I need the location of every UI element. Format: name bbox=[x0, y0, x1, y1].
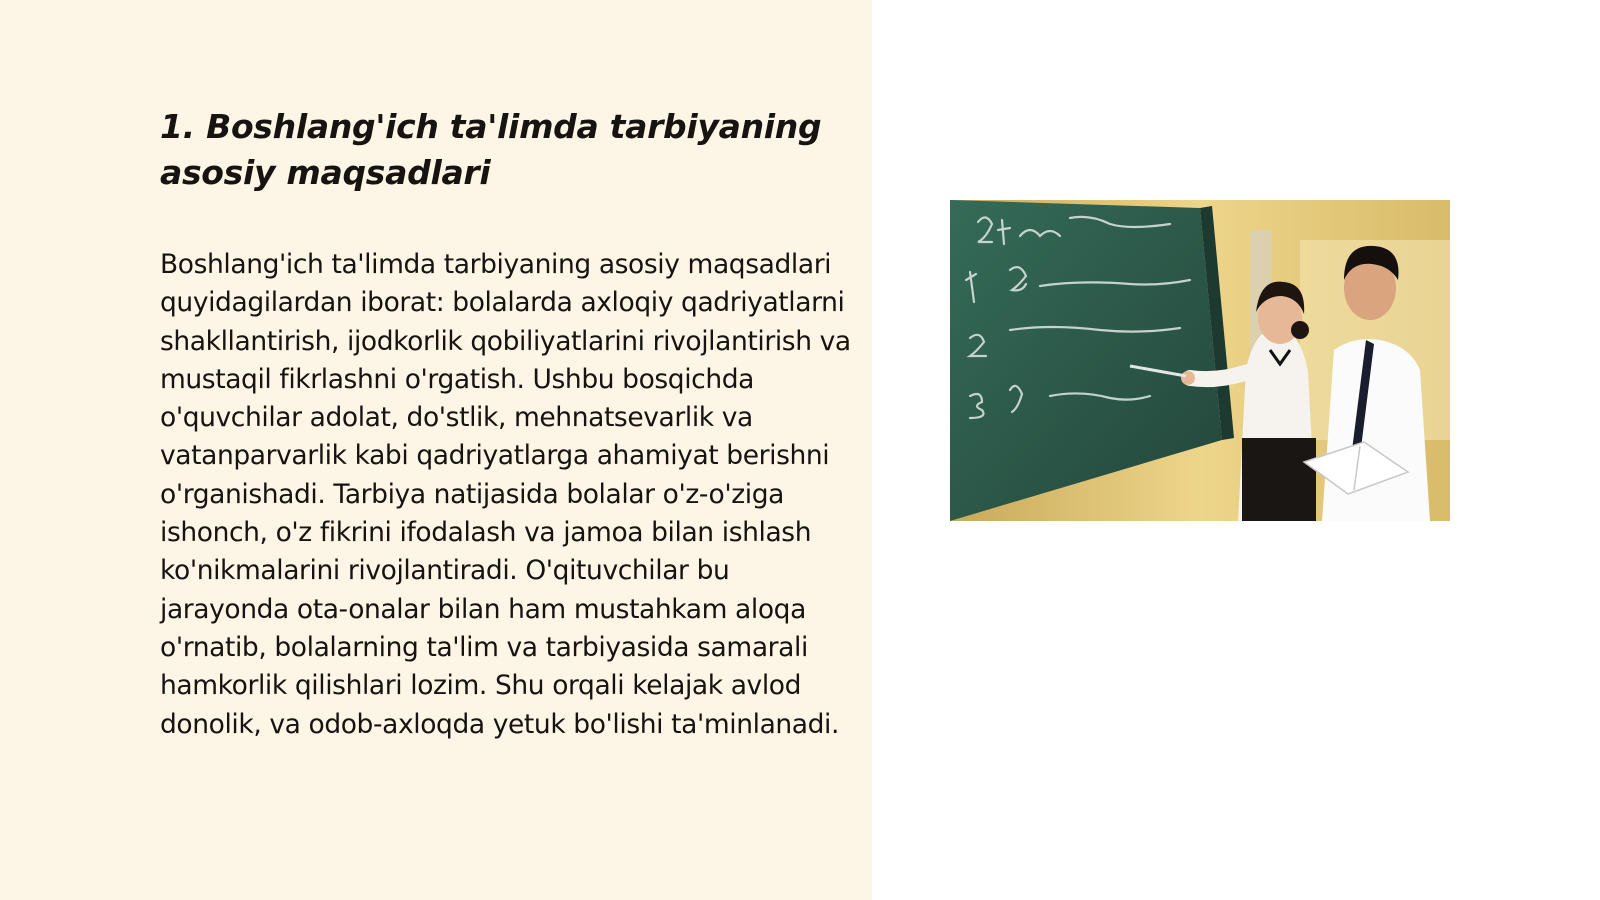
classroom-photo bbox=[950, 200, 1450, 521]
slide-title: 1. Boshlang'ich ta'limda tarbiyaning asosiy maqsadlari bbox=[160, 107, 822, 192]
slide-body-text: Boshlang'ich ta'limda tarbiyaning asosiy maqsadlari quyidagilardan iborat: bolalarda axloqiy qadriyatlarni shakllantirish, ijodkorlik qobiliyatlarini rivojlantirish va mustaqil fikrlashni o'rgatish. Ushbu bosqichda o'quvchilar adolat, do'stlik, mehnatsevarlik va vatanparvarlik kabi qadriyatlarga ahamiyat berishni o'rganishadi. Tarbiya natijasida bolalar o'z-o'ziga ishonch, o'z fikrini ifodalash va jamoa bilan ishlash ko'nikmalarini rivojlantiradi. O'qituvchilar bu jarayonda ota-onalar bilan ham mustahkam aloqa o'rnatib, bolalarning ta'lim va tarbiyasida samarali hamkorlik qilishlari lozim. Shu orqali kelajak avlod donolik, va odob-axloqda yetuk bo'lishi ta'minlanadi. bbox=[160, 249, 851, 740]
classroom-photo-illustration bbox=[950, 200, 1450, 521]
